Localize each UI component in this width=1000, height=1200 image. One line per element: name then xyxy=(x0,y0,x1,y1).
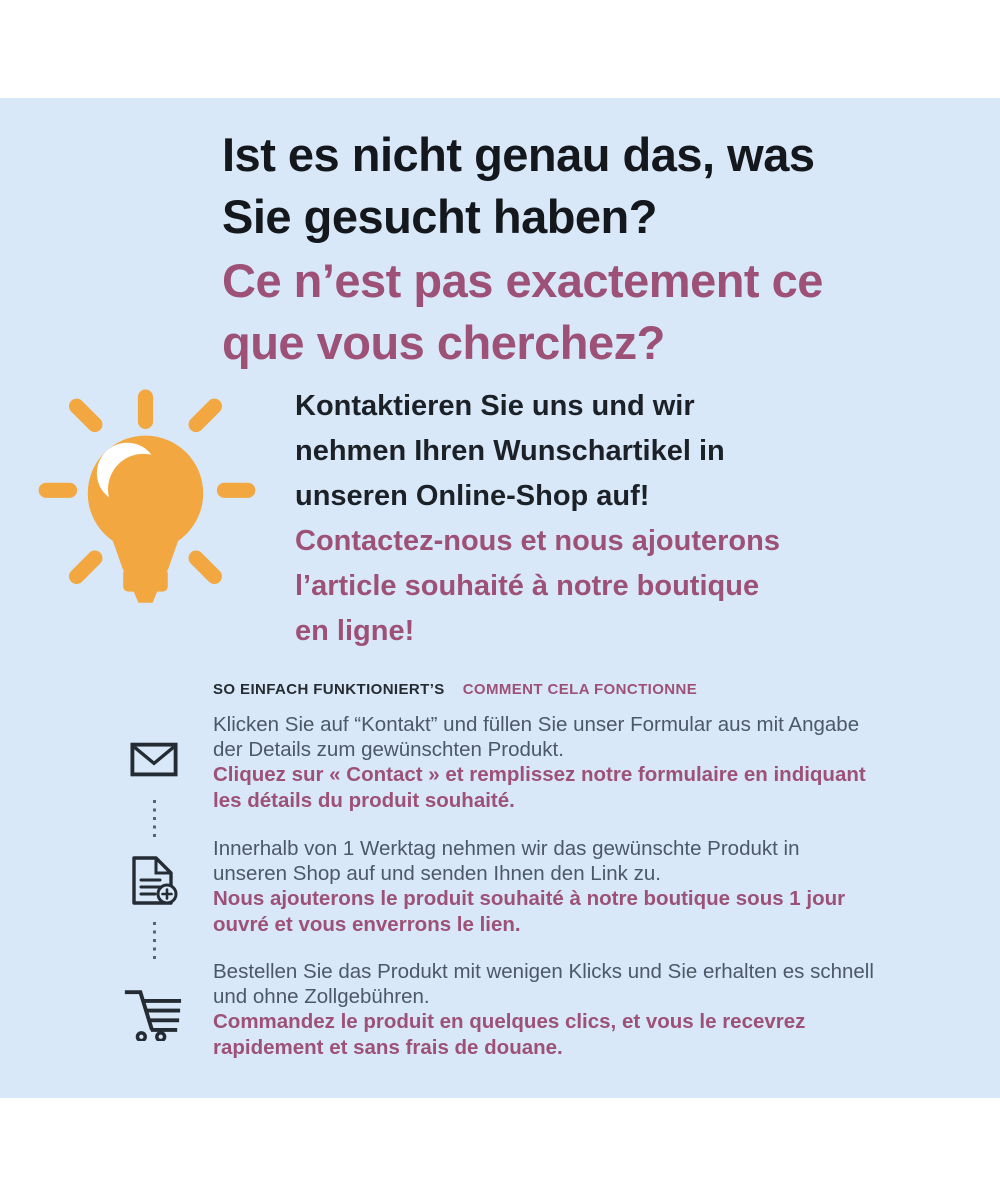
intro-german-line: unseren Online-Shop auf! xyxy=(295,480,650,512)
intro-french-line: Contactez-nous et nous ajouterons xyxy=(295,525,780,557)
dotted-connector xyxy=(153,922,156,960)
intro-german-line: Kontaktieren Sie uns und wir xyxy=(295,390,695,422)
headline-german xyxy=(222,124,814,248)
intro-german xyxy=(295,384,725,519)
intro-french-line: en ligne! xyxy=(295,615,415,647)
step-3-german-line: Bestellen Sie das Produkt mit wenigen Klicks und Sie erhalten es schnell xyxy=(213,960,874,983)
envelope-icon xyxy=(130,742,178,778)
intro-french-line: l’article souhaité à notre boutique xyxy=(295,570,760,602)
step-3-german-line: und ohne Zollgebühren. xyxy=(213,985,430,1009)
shopping-cart-icon xyxy=(121,986,183,1041)
step-1-french-line: Cliquez sur « Contact » et remplissez notre formulaire en indiquant xyxy=(213,763,866,787)
step-2-text xyxy=(213,836,993,937)
headline-german-line: Ist es nicht genau das, was xyxy=(222,128,815,181)
headline-french-line: que vous cherchez? xyxy=(222,316,665,369)
step-1-german-line: Klicken Sie auf “Kontakt” und füllen Sie unser Formular aus mit Angabe xyxy=(213,713,860,736)
dotted-connector xyxy=(153,800,156,838)
lightbulb-icon xyxy=(38,388,256,626)
step-1-german-line: der Details zum gewünschten Produkt. xyxy=(213,738,564,762)
step-3-text xyxy=(213,959,993,1060)
intro-french xyxy=(295,519,780,654)
step-3-french-line: rapidement et sans frais de douane. xyxy=(213,1035,563,1059)
document-add-icon xyxy=(130,855,178,907)
step-1-french-line: les détails du produit souhaité. xyxy=(213,788,515,812)
intro-german-line: nehmen Ihren Wunschartikel in xyxy=(295,435,725,467)
step-2-french-line: ouvré et vous enverrons le lien. xyxy=(213,912,521,936)
step-3-french-line: Commandez le produit en quelques clics, et vous le recevrez xyxy=(213,1010,806,1034)
how-it-works-label-french: COMMENT CELA FONCTIONNE xyxy=(462,681,698,698)
step-2-german-line: Innerhalb von 1 Werktag nehmen wir das gewünschte Produkt in xyxy=(213,837,800,860)
step-2-german-line: unseren Shop auf und senden Ihnen den Link zu. xyxy=(213,862,661,886)
headline-german-line: Sie gesucht haben? xyxy=(222,190,657,243)
headline-french xyxy=(222,250,823,374)
step-1-text xyxy=(213,712,993,813)
how-it-works-label-german: SO EINFACH FUNKTIONIERT’S xyxy=(213,681,445,698)
step-2-french-line: Nous ajouterons le produit souhaité à notre boutique sous 1 jour xyxy=(213,887,846,911)
headline-french-line: Ce n’est pas exactement ce xyxy=(222,254,823,307)
how-it-works-header xyxy=(213,681,697,698)
